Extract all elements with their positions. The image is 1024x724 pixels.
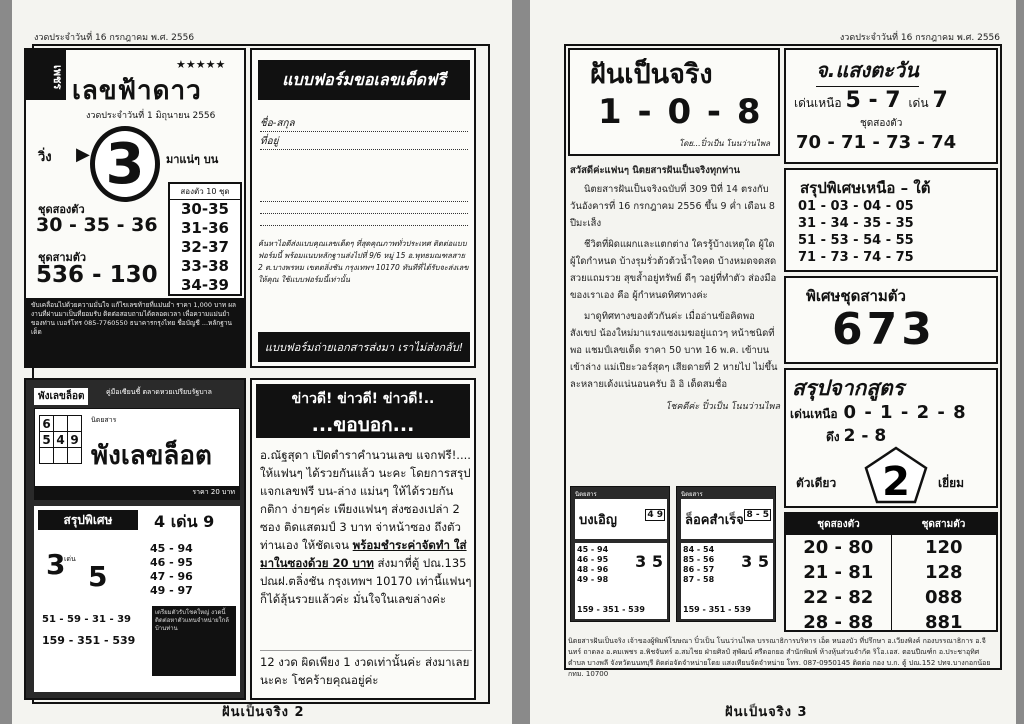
- pair-label: ชุดสองตัว: [860, 118, 903, 129]
- three-digit-label: ชุดสามตัว: [38, 251, 87, 264]
- article-lead: สวัสดีค่ะแฟนๆ นิตยสารฝันเป็นจริงทุกท่าน: [570, 165, 741, 176]
- dream-title: ฝันเป็นจริง: [590, 59, 713, 90]
- table-header: ชุดสองตัว: [786, 514, 891, 535]
- magazine-sub: คู่มือเซียนชี้ ตลาดหวยเปรียบรัฐบาล: [106, 388, 212, 396]
- list-item: 46 - 95: [577, 555, 609, 564]
- grid-cell: [54, 448, 68, 464]
- mini-inner: [575, 543, 667, 619]
- form-description: ค้นหาไอดีส่งแบบคุณเลขเด็ดๆ ที่สุดคุณภาพทั่วประเทศ ติดต่อแบบฟอร์มนี้ พร้อมแนบหลักฐานส่งไปที่ 9/6 หมู่ 15 อ.พุทธมณฑลสาย 2 ต.บางพรหม เขตตลิ่งชัน กรุงเทพฯ 10170 ทันทีที่ได้รับจะส่งเลขให้คุณ ใช้แบบฟอร์มนี้เท่านั้น: [258, 239, 469, 284]
- mini-title: บงเอิญ: [579, 513, 617, 528]
- summary-row: 01 - 03 - 04 - 05: [798, 199, 914, 214]
- grid-cell: [40, 448, 54, 464]
- dream-byline: โดย...ปิ๋วเป็น โนนว่านไพล: [678, 139, 770, 148]
- single-label: ตัวเดียว: [796, 476, 837, 490]
- running-head: งวดประจำวันที่ 16 กรกฎาคม พ.ศ. 2556: [34, 33, 195, 43]
- sun-lead: [794, 88, 952, 113]
- list-item: 47 - 96: [150, 570, 193, 583]
- formula-panel: [784, 368, 998, 508]
- table-cell: 22 - 82: [786, 585, 891, 610]
- list-item: 48 - 96: [577, 565, 609, 574]
- lead-label: เด่นเหนือ: [794, 96, 842, 110]
- list-item: 85 - 56: [683, 555, 715, 564]
- name-label: ชื่อ-สกุล: [260, 118, 295, 129]
- pair-value: 32-37: [181, 238, 229, 256]
- mini-magazine: [676, 486, 776, 622]
- news-header: [256, 384, 470, 438]
- table-row: [786, 610, 996, 632]
- pairs-column: [168, 182, 242, 296]
- form-line: [260, 214, 468, 226]
- magazine-covers: [570, 486, 780, 624]
- single-value: 2: [882, 459, 910, 504]
- lead-value: 0 - 1 - 2 - 8: [843, 402, 967, 423]
- summary-row: 51 - 53 - 54 - 55: [798, 233, 914, 248]
- article-paragraph: ชีวิตที่ผิดแผกและแตกต่าง ใครรู้บ้างเหตุใด ผู้ใดผู้ใดกำหนด บ้างรุมรั่วต้วต้วน้ำใจคด บ้างหมดจดสดสวยแถมรวย สุขล้ำอยู่ทรัพย์ ดีๆ วอยู่ที่ทำตัว ส่องมือของเราเอง คือ ผู้กำหนดทิศทางค่ะ: [570, 239, 777, 301]
- wing-label: ดึง: [826, 430, 840, 444]
- form-footer: แบบฟอร์มถ่ายเอกสารส่งมา เราไม่ส่งกลับ!: [258, 332, 470, 362]
- stars-icon: ★★★★★: [176, 58, 226, 71]
- pair-value: 31-36: [181, 219, 229, 237]
- name-field: [260, 116, 468, 132]
- big-left-number: 3: [46, 548, 66, 581]
- grid-cell: 4: [54, 432, 68, 448]
- right-top: 4 เด่น 9: [154, 512, 215, 531]
- mini-num: 8 - 5: [746, 510, 769, 520]
- sun-panel: [784, 48, 998, 164]
- big-number-circle: 3: [90, 126, 160, 202]
- pairs-table-panel: [784, 512, 998, 632]
- formula-wing: [826, 426, 886, 447]
- grid-cell: 6: [40, 416, 54, 432]
- dream-numbers: 1 - 0 - 8: [598, 92, 763, 132]
- come-label: มาแน่ๆ บน: [166, 153, 219, 166]
- magazine-price: ราคา 20 บาท: [35, 486, 239, 499]
- pentagon-badge: [864, 446, 928, 504]
- table-row: [786, 535, 996, 560]
- mini-title: ล็อคสำเร็จ: [685, 513, 744, 528]
- table-row: [786, 585, 996, 610]
- grid-cell: 5: [40, 432, 54, 448]
- form-lines: [260, 190, 468, 226]
- table-cell: 21 - 81: [786, 560, 891, 585]
- mini-mid: 3 5: [741, 552, 769, 571]
- news-header-line1: ข่าวดี! ข่าวดี! ข่าวดี!..: [291, 391, 435, 407]
- magazine-ad-panel: [24, 378, 246, 700]
- number-row: 51 - 59 - 31 - 39: [42, 614, 132, 625]
- pairs-header: สองตัว 10 ชุด: [170, 184, 240, 200]
- special-title: พิเศษชุดสามตัว: [806, 287, 906, 305]
- mini-magazine: [570, 486, 670, 622]
- magazine-small: นิตยสาร: [91, 416, 117, 424]
- lead-value: 5 - 7: [845, 88, 901, 113]
- formula-lead: [790, 402, 967, 424]
- list-item: 87 - 58: [683, 575, 715, 584]
- lead2-label: เด่น: [908, 96, 929, 110]
- form-title: แบบฟอร์มขอเลขเด็ดฟรี: [258, 60, 470, 100]
- table-cell: 20 - 80: [786, 535, 891, 560]
- table-cell: 881: [924, 612, 963, 632]
- editorial-article: [570, 162, 780, 416]
- form-line: [260, 202, 468, 214]
- table-cell: 28 - 88: [786, 610, 891, 632]
- number-row: 159 - 351 - 539: [42, 634, 136, 647]
- page-footer: ฝันเป็นจริง 3: [725, 705, 808, 720]
- grid-cell: [54, 416, 68, 432]
- star-lottery-panel: [24, 48, 246, 368]
- pair-value: 34-39: [181, 276, 229, 294]
- address-label: ที่อยู่: [260, 136, 279, 147]
- sun-title: จ.แสงตะวัน: [816, 54, 919, 87]
- running-head: งวดประจำวันที่ 16 กรกฎาคม พ.ศ. 2556: [839, 33, 1000, 43]
- news-header-line2: ...ขอบอก...: [311, 414, 415, 436]
- two-digit-value: 30 - 35 - 36: [36, 214, 158, 236]
- summary-panel: [784, 168, 998, 272]
- dream-panel: [568, 48, 780, 156]
- pairs-table: [786, 514, 996, 632]
- magazine-inner-page: [34, 506, 240, 692]
- mini-cover: [575, 499, 667, 539]
- three-digit-value: 536 - 130: [36, 262, 158, 288]
- list-item: 49 - 98: [577, 575, 609, 584]
- table-cell: 088: [924, 587, 963, 608]
- list-item: 46 - 95: [150, 556, 193, 569]
- form-line: [260, 190, 468, 202]
- list-item: 45 - 94: [577, 545, 609, 554]
- news-closing: 12 งวด ผิดเพียง 1 งวดเท่านั้นค่ะ ส่งมาเลยนะคะ โชคร้ายคุณอยู่ค่ะ: [260, 650, 472, 689]
- right-page: [530, 0, 1016, 724]
- news-text-2: ส่งมาที่ตู้ ปณ.135 ปณฝ.ตลิ่งชัน กรุงเทพฯ 10170 เท่านี้แฟนๆ ก็ได้ลุ้นรวยแล้วค่ะ มั่นใจในเลขล่างค่ะ: [260, 556, 472, 606]
- table-cell: 128: [924, 562, 963, 583]
- magazine-label: พังเลขล็อต: [34, 388, 88, 405]
- list-item: 49 - 97: [150, 584, 193, 597]
- special-three-panel: [784, 276, 998, 364]
- list-item: 86 - 57: [683, 565, 715, 574]
- draw-date: งวดประจำวันที่ 1 มิถุนายน 2556: [86, 111, 216, 121]
- mini-tiny: นิตยสาร: [681, 491, 703, 498]
- list-item: 84 - 54: [683, 545, 715, 554]
- dark-panel: เตรียมตัวรับโชคใหญ่ งวดนี้ติดต่อหาตัวแทนจำหน่ายใกล้บ้านท่าน: [152, 606, 236, 676]
- lead2-value: 7: [932, 88, 948, 113]
- summary-title: สรุปพิเศษเหนือ – ใต้: [800, 179, 931, 197]
- mini-bottom: 159 - 351 - 539: [577, 605, 645, 614]
- lead-label: เด่นเหนือ: [790, 407, 838, 421]
- ribbon-label: เพชร: [26, 50, 66, 100]
- left-page: [12, 0, 512, 724]
- pair-value: 30-35: [181, 200, 229, 218]
- promo-blurb: ขับเคลื่อนไปด้วยความมั่นใจ แก้ไขเลขท้ายที่แม่นยำ ราคา 1,000 บาท ผลงานที่ผ่านมาเป็นที่ยอมรับ ติดต่อสอบถามได้ตลอดเวลา เพื่อความแม่นยำของท่าน เบอร์โทร 085-7760550 ธนาคารกรุงไทย ชื่อบัญชี ...หลักฐานเด็ด: [26, 298, 244, 366]
- right-list: [150, 542, 193, 598]
- solo-label: เยี่ยม: [938, 476, 965, 490]
- mini-mid: 3 5: [635, 552, 663, 571]
- article-paragraph: นิตยสารฝันเป็นจริงฉบับที่ 309 ปีที่ 14 ตรงกับวันอังคารที่ 16 กรกฎาคม 2556 ขึ้น 9 ค่ำ เดือน 8 ปีมะเส็ง: [570, 184, 775, 229]
- summary-rows: [798, 198, 914, 266]
- panel-title: เลขฟ้าดาว: [72, 76, 202, 106]
- special-number: 673: [832, 304, 936, 355]
- big-right-number: 5: [88, 560, 108, 593]
- arrow-right-icon: ▶: [76, 144, 90, 165]
- news-underline: พร้อมชำระค่าจัดทำ ใส่มาในซองด้วย 20 บาท: [260, 538, 467, 570]
- colophon: นิตยสารฝันเป็นจริง เจ้าของผู้พิมพ์โฆษณา ปิ๋วเป็น โนนว่านไพล บรรณาธิการบริหาร เอ็ด หนองบัว ที่ปรึกษา อ.เวียงพิงค์ กองบรรณาธิการ อ.จีนทร์ ถาดลง อ.คมเพชร อ.พิชจันทร์ อ.สมไชย ฝ่ายศิลป์ สุพัฒน์ ศรีดอกยอ สำนักพิมพ์ ห้างหุ้นส่วนจำกัด ริโอ.เอส. ตอนปีณฑ์ก อ.ประชาอุทิศ ตำบล บางพลี จังหวัดนนทบุรี ติดต่อจัดจำหน่ายโดย แสงเทียนจัดจำหน่าย โทร. 087-0950145 ติดต่อ กอง บ.ก. ตู้ ปณ.152 ปทจ.บางกอกน้อย กทม. 10700: [568, 637, 991, 678]
- pair-values: 70 - 71 - 73 - 74: [796, 132, 957, 153]
- special-title: สรุปพิเศษ: [38, 510, 138, 530]
- table-row: [786, 560, 996, 585]
- request-form-panel: [250, 48, 476, 368]
- table-header: ชุดสามตัว: [891, 514, 996, 535]
- two-digit-label: ชุดสองตัว: [38, 203, 85, 216]
- summary-row: 31 - 34 - 35 - 35: [798, 216, 914, 231]
- mini-bottom: 159 - 351 - 539: [683, 605, 751, 614]
- mini-inner: [681, 543, 773, 619]
- number-grid: [39, 415, 82, 464]
- news-body: [260, 446, 472, 608]
- good-news-panel: [250, 378, 476, 700]
- magazine-name: พังเลขล็อต: [91, 441, 212, 471]
- address-field: [260, 134, 468, 150]
- news-text: อ.ณัฐสุดา เปิดตำราคำนวนเลข แจกฟรี!.... ให้แฟนๆ ได้รวยกันแล้ว นะคะ โดยการสรุปแจกเลขฟรี บน-ล่าง แม่นๆ ให้ได้รวยกัน กติกา ง่ายๆค่ะ เพียงแฟนๆ ส่งซองเปล่า 2 ซอง ติดแสตมป์ 3 บาท จ่าหน้าซอง ถึงตัวท่านเอง ให้ชัดเจน: [260, 448, 471, 552]
- summary-row: 71 - 73 - 74 - 75: [798, 250, 914, 265]
- mini-cover: [681, 499, 773, 539]
- article-paragraph: มาดูทิศทางของตัวกันค่ะ เมื่ออ่านข้อคิดพอสังเขป น้องใหม่มาแรงแซงเมฆอยู่แถวๆ หน้าชนิดที่พอ แชมป์เลขเด็ด ราคา 50 บาท 16 พ.ค. เข้าบนเข้าล่าง แม่เปียะวอร์สุดๆ เสียดายที่ 2 หายไป ไม่ขึ้นละหลายเด้งแน่นอนครับ อิ อิ เด็ดสมชื่อ: [570, 311, 778, 390]
- mini-tiny: นิตยสาร: [575, 491, 597, 498]
- wing-label: วิ่ง: [38, 150, 52, 165]
- mini-num: 4 9: [647, 510, 663, 520]
- page-footer: ฝันเป็นจริง 2: [222, 705, 305, 720]
- formula-title: สรุปจากสูตร: [792, 376, 904, 400]
- grid-cell: [68, 448, 82, 464]
- pair-value: 33-38: [181, 257, 229, 275]
- list-item: 45 - 94: [150, 542, 193, 555]
- magazine-cover: [34, 408, 240, 500]
- wing-value: 2 - 8: [843, 426, 887, 446]
- table-cell: 120: [924, 537, 963, 558]
- grid-cell: [68, 416, 82, 432]
- lead-label: เด่น: [64, 555, 76, 563]
- article-signature: โชคดีค่ะ ปิ๋วเป็น โนนว่านไพล: [665, 402, 780, 412]
- grid-cell: 9: [68, 432, 82, 448]
